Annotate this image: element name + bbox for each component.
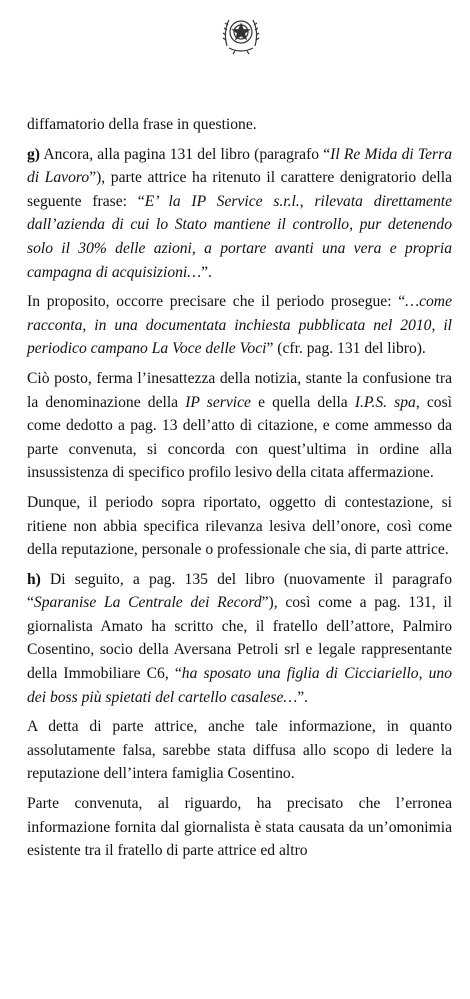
- paragraph: [27, 113, 452, 137]
- text-run: A detta di parte attrice, anche tale informazione, in quanto assolutamente falsa, sarebbe stata diffusa allo scopo di ledere la reputazione dell’intera famiglia Cosentino.: [27, 718, 452, 783]
- quoted-text: Il Re Mida di Terra di Lavoro: [27, 145, 452, 187]
- paragraph: [27, 491, 452, 562]
- quoted-text: Sparanise La Centrale dei Record: [33, 594, 262, 612]
- italian-republic-emblem-icon: [221, 10, 261, 56]
- quoted-text: ha sposato una figlia di Cicciariello, uno dei boss più spietati del cartello casalese…: [27, 665, 452, 706]
- quoted-text: E’ la IP Service s.r.l., rilevata direttamente dall’azienda di cui lo Stato mantiene il controllo, pur detenendo solo il 30% delle azioni, a portare avanti una vera e propria campagna di acquisizioni…: [27, 192, 452, 281]
- text-run: Dunque, il periodo sopra riportato, oggetto di contestazione, si ritiene non abbia specifica rilevanza lesiva dell’onore, così come della reputazione, personale o professionale che sia, di parte attrice.: [27, 493, 452, 559]
- text-run: In proposito, occorre precisare che il periodo prosegue: “: [27, 293, 406, 311]
- document-body: [27, 113, 452, 863]
- section-letter: h): [27, 570, 41, 588]
- paragraph: [27, 792, 452, 863]
- quoted-text: …come racconta, in una documentata inchiesta pubblicata nel 2010, il periodico campano La Voce delle Voci: [27, 293, 452, 358]
- paragraph: [27, 290, 452, 361]
- text-run: , così come dedotto a pag. 13 dell’atto di citazione, e come ammesso da parte convenuta, si concorda con quest’ultima in ordine alla insussistenza di specifico profilo lesivo della citata affermazione.: [27, 393, 452, 482]
- text-run: Ancora, alla pagina 131 del libro (paragrafo “: [40, 145, 331, 163]
- paragraph: [27, 568, 452, 710]
- text-run: ”), così come a pag. 131, il giornalista Amato ha scritto che, il fratello dell’attore, Palmiro Cosentino, socio della Aversana Petroli srl e legale rappresentante della Immobiliare C6, “: [27, 594, 452, 683]
- text-run: ”.: [297, 688, 309, 706]
- paragraph: [27, 143, 452, 285]
- text-run: ”.: [201, 263, 212, 281]
- text-run: Ciò posto, ferma l’inesattezza della notizia, stante la confusione tra la denominazione della: [27, 369, 452, 411]
- paragraph: [27, 367, 452, 485]
- paragraph: [27, 715, 452, 786]
- text-run: diffamatorio della frase in questione.: [27, 116, 257, 133]
- text-run: ”), parte attrice ha ritenuto il carattere denigratorio della seguente frase: “: [27, 169, 452, 210]
- quoted-text: IP service: [185, 393, 251, 411]
- quoted-text: I.P.S. spa: [354, 393, 416, 411]
- text-run: Parte convenuta, al riguardo, ha precisato che l’erronea informazione fornita dal giornalista è stata causata da un’omonimia esistente tra il fratello di parte attrice ed altro: [27, 795, 452, 860]
- text-run: ” (cfr. pag. 131 del libro).: [266, 340, 426, 358]
- section-letter: g): [27, 145, 40, 163]
- text-run: e quella della: [250, 393, 355, 411]
- text-run: Di seguito, a pag. 135 del libro (nuovamente il paragrafo “: [27, 570, 452, 612]
